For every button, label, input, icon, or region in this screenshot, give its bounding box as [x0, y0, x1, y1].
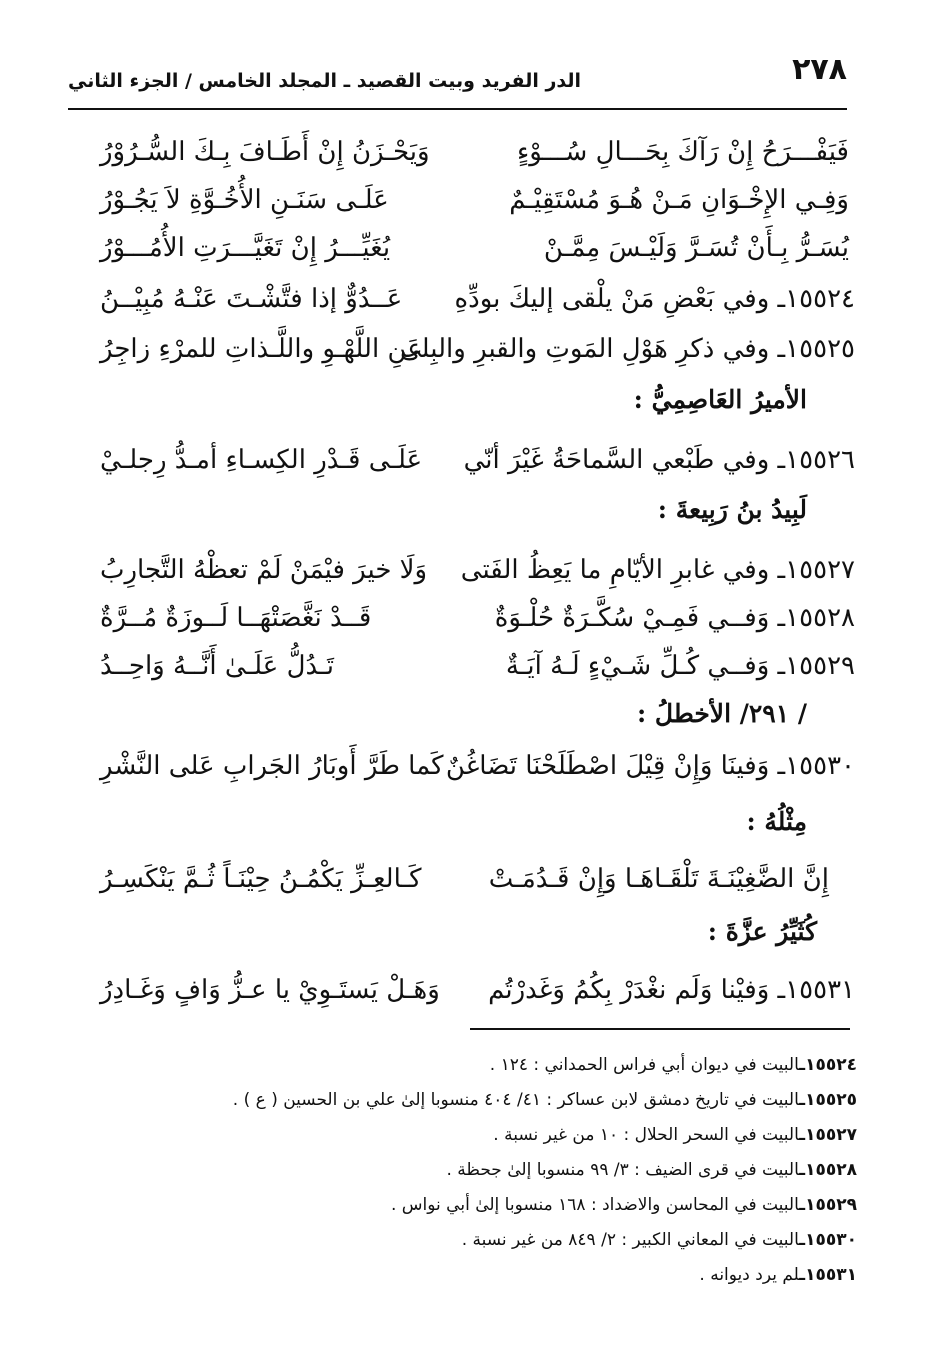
footnote-number: ١٥٥٣٠ـ — [799, 1230, 857, 1250]
verse-second-hemistich: كَـالعِـزِّ يَكْمُـنُ حِيْنَـاً ثُـمَّ يَنْكَسِـرُ — [100, 864, 422, 894]
running-title: الدر الفريد وبيت القصيد ـ المجلد الخامس / الجزء الثاني — [68, 70, 582, 92]
footnote — [493, 1120, 857, 1150]
verse-row — [0, 226, 947, 282]
footnote-number: ١٥٥٢٨ـ — [799, 1160, 857, 1180]
footnote — [699, 1260, 857, 1290]
verse-second-hemistich: قَــدْ نَغَّصَتْهَــا لَــوزَةٌ مُــرَّةٌ — [100, 603, 372, 633]
verse-second-hemistich: وَلَا خيرَ فيْمَنْ لَمْ تعظْهُ التَّجارِبُ — [100, 555, 428, 585]
footnote-text: البيت في السحر الحلال : ١٠ من غير نسبة . — [493, 1125, 800, 1145]
footnote-text: البيت في ديوان أبي فراس الحمداني : ١٢٤ . — [489, 1055, 800, 1075]
verse-first-hemistich: ١٥٥٢٤ـ وفي بَعْضِ مَنْ يلْقى إليكَ بودِّهِ — [454, 284, 855, 314]
footnote — [446, 1155, 857, 1185]
verse-second-hemistich: عَلَـى قَـدْرِ الكِسـاءِ أمـدُّ رِجلـيْ — [100, 445, 423, 475]
header-divider — [68, 108, 847, 110]
footnote-text: البيت في المعاني الكبير : ٢/ ٨٤٩ من غير نسبة . — [461, 1230, 800, 1250]
verse-second-hemistich: يُغَيِّـــرُ إِنْ تَغَيَّـــرَتِ الأُمُـــوْرُ — [100, 233, 391, 263]
footnote-text: البيت في قرى الضيف : ٣/ ٩٩ منسوبا إلىٰ جحظة . — [446, 1160, 800, 1180]
poet-heading: كُثَيِّرُ عزَّةَ : — [707, 917, 817, 946]
poet-heading: مِثْلُهُ : — [746, 807, 807, 836]
verse-first-hemistich: ١٥٥٣١ـ وَفيْنا وَلَم نغْدَرْ بِكُمُ وَغَدرْتُم — [488, 975, 855, 1005]
verse-row — [0, 744, 947, 800]
poet-heading: الأميرُ العَاصِمِيُّ : — [633, 385, 807, 414]
page-header — [68, 52, 847, 104]
poet-heading: / ٢٩١/ الأخطلُ : — [636, 699, 807, 728]
footnote-text: لم يرد ديوانه . — [699, 1265, 800, 1285]
verse-first-hemistich: فَيَفْـــرَحُ إِنْ رَآكَ بِحَـــالِ سُـــوْءٍ — [517, 137, 849, 167]
footnote — [391, 1190, 857, 1220]
footnote-text: البيت في تاريخ دمشق لابن عساكر : ٤١/ ٤٠٤ منسوبا إلىٰ علي بن الحسين ( ع ) . — [232, 1090, 800, 1110]
footnote — [462, 1225, 857, 1255]
poet-heading: لَبِيدُ بنُ رَبِيعةَ : — [657, 495, 807, 524]
footnote-number: ١٥٥٣١ـ — [799, 1265, 857, 1285]
verse-first-hemistich: إِنَّ الضَّغِيْنَـةَ تَلْقَـاهَـا وَإِنْ قَـدُمَـتْ — [488, 864, 829, 894]
verse-row — [0, 857, 947, 913]
verse-second-hemistich: وَيَحْـزَنُ إِنْ أَطَـافَ بِـكَ السُّـرُوْرُ — [100, 137, 430, 167]
footnote — [490, 1050, 857, 1080]
footnote-number: ١٥٥٢٧ـ — [799, 1125, 857, 1145]
footnote-number: ١٥٥٢٤ـ — [799, 1055, 857, 1075]
verse-second-hemistich: عَــدُوٌّ إذا فتَّشْـتَ عَنْـهُ مُبِيْــنُ — [100, 284, 403, 314]
verse-first-hemistich: ١٥٥٣٠ـ وَفينَا وَإِنْ قِيْلَ اصْطَلَحْنَا تَضَاغُنٌ — [445, 751, 855, 781]
footnote-text: البيت في المحاسن والاضداد : ١٦٨ منسوبا إلىٰ أبي نواس . — [390, 1195, 800, 1215]
verse-row — [0, 438, 947, 494]
verse-first-hemistich: ١٥٥٢٧ـ وفي غابرِ الأيّامِ ما يَعِظُ الفَتى — [460, 555, 855, 585]
verse-first-hemistich: ١٥٥٢٨ـ وَفــي فَمِـيْ سُكَّـرَةٌ حُلْـوَةٌ — [494, 603, 855, 633]
verse-second-hemistich: وَهَـلْ يَستَـوِيْ يا عـزُّ وَافٍ وَغَـادِرُ — [100, 975, 440, 1005]
verse-row — [0, 327, 947, 383]
verse-second-hemistich: كَما طَرَّ أَوبَارُ الجَرابِ عَلى النَّشْرِ — [100, 751, 444, 781]
verse-first-hemistich: يُسَـرُّ بِـأَنْ تُسَـرَّ وَلَيْـسَ مِمَّـنْ — [543, 233, 849, 263]
verse-second-hemistich: تَـدُلُّ عَلَـىٰ أَنَّــهُ وَاحِــدُ — [100, 651, 334, 681]
verse-first-hemistich: ١٥٥٢٦ـ وفي طَبْعي السَّماحَةُ غَيْرَ أنّي — [463, 445, 855, 475]
verse-first-hemistich: ١٥٥٢٥ـ وفي ذكرِ هَوْلِ المَوتِ والقبرِ والبِلى — [400, 334, 855, 364]
verse-row — [0, 277, 947, 333]
verse-second-hemistich: عَلَـى سَنَـنِ الأُخُـوَّةِ لاَ يَجُـوْرُ — [100, 185, 389, 215]
footnote-number: ١٥٥٢٩ـ — [799, 1195, 857, 1215]
verse-first-hemistich: وَفِـي الإِخْـوَانِ مَـنْ هُـوَ مُسْتَقِيْـمٌ — [509, 185, 849, 215]
verse-second-hemistich: عَنِ اللَّهْـوِ واللَّـذاتِ للمرْءِ زاجِرُ — [100, 334, 423, 364]
footnote-divider — [470, 1028, 850, 1030]
verse-first-hemistich: ١٥٥٢٩ـ وَفــي كُـلِّ شَـيْءٍ لَـهُ آيَـةٌ — [505, 651, 855, 681]
footnote — [233, 1085, 857, 1115]
footnote-number: ١٥٥٢٥ـ — [799, 1090, 857, 1110]
page-number: ٢٧٨ — [792, 52, 847, 87]
verse-row — [0, 968, 947, 1024]
